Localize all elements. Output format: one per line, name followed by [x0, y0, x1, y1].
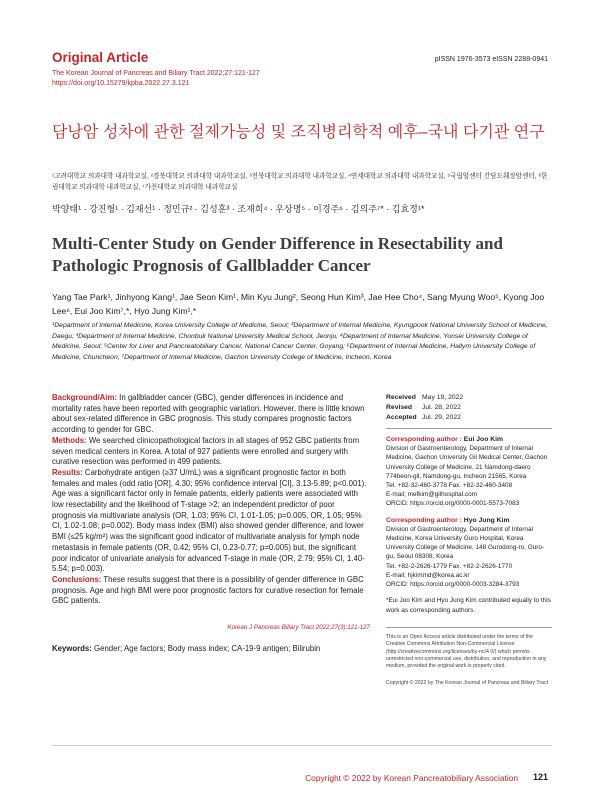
corresponding-author-1: [386, 435, 552, 509]
abstract-results: [52, 468, 370, 575]
abstract-citation: Korean J Pancreas Biliary Tract 2022;27(3):121-127: [227, 624, 370, 631]
background-text: In gallbladder cancer (GBC), gender differences in incidence and mortality rates have been reported with geographic variation. However, there is little known about sex-related difference in GBC prognosis. This study compares prognostic factors according to gender for GBC.: [52, 393, 365, 435]
corr2-tel: Tel. +82-2-2626-1779 Fax. +82-2-2626-1770: [386, 562, 513, 570]
corr1-heading: [386, 435, 552, 444]
page-number: 121: [532, 772, 548, 782]
accepted-label: Accepted: [386, 414, 417, 421]
equal-contribution-note: *Eui Joo Kim and Hyo Jung Kim contributed equally to this work as corresponding authors.: [386, 596, 552, 628]
corr2-email[interactable]: E-mail; hjkimmd@korea.ac.kr: [386, 571, 470, 579]
received-label: Received: [386, 394, 416, 401]
corr2-heading: [386, 516, 552, 525]
english-title: Multi-Center Study on Gender Difference in Resectability and Pathologic Prognosis of Gallbladder Cancer: [52, 234, 503, 275]
conclusions-label: Conclusions:: [52, 574, 102, 584]
corresponding-author-2: [386, 516, 552, 590]
revised-value: Jul. 28, 2022: [422, 404, 461, 411]
corr1-orcid[interactable]: ORCID: https://orcid.org/0000-0001-5573-7083: [386, 500, 520, 508]
received-value: May 19, 2022: [422, 394, 464, 401]
revised-label: Revised: [386, 404, 413, 411]
license-text: This is an Open Access article distributed under the terms of the Creative Commons Attribution Non-Commercial License (http://creativecommons.org/licenses/by-nc/4.0/) which permits unrestricted non-commercial use, distribution, and reproduction in any medium, provided the original work is properly cited.: [386, 634, 547, 670]
results-text: Carbohydrate antigen (≥37 U/mL) was a significant prognostic factor in both females and males (odd ratio [OR], 4.30; 95% confidence interval [CI], 3.13-5.89; p<0.001). Age was a significant factor only in female patients, elderly patients were associated with low resectability and the likelihood of T-stage >2; an independent predictor of poor prognosis via multivariate analysis (OR, 1.03; 95% CI, 1.01-1.05; p=0.005, OR, 1.05; 95% CI, 1.02-1.08; p=0.002). Body mass index (BMI) also showed gender difference, and lower BMI (≤25 kg/m²) was the significant good indicator of multivariate analysis for lymph node metastasis in female patients (OR, 0.42; 95% CI, 0.23-0.77; p=0.005) but, the significant poor indicator of univariate analysis for advanced T-stage in male (OR, 2.79; 95% CI, 1.40-5.54; p=0.003).: [52, 467, 367, 574]
korean-title: 담낭암 성차에 관한 절제가능성 및 조직병리학적 예후–국내 다기관 연구: [52, 124, 545, 141]
keywords: [52, 644, 370, 653]
abstract: [52, 393, 370, 607]
korean-authors: 박양태¹ · 강진형¹ · 김재선¹ · 정민규² · 김성훈³ · 조재희⁴ · 우상명⁵ · 이경주⁶ · 김의주⁷* · 김효정¹*: [52, 204, 425, 214]
abstract-conclusions: [52, 575, 370, 607]
corr2-orcid[interactable]: ORCID: https://orcid.org/0000-0003-3284-3793: [386, 581, 520, 589]
issn: pISSN 1976-3573 eISSN 2288-0941: [434, 56, 548, 63]
corr1-email[interactable]: E-mail; mefkim@gilhospital.com: [386, 491, 478, 499]
conclusions-text: These results suggest that there is a possibility of gender difference in GBC prognosis. Age and high BMI were poor prognostic factors for curative resection for female GBC patients.: [52, 574, 364, 606]
corr2-address: Division of Gastroenterology, Department of Internal Medicine, Korea University Guro Hospital, Korea University College of Medicine, 148 Gurodong-ro, Guro-gu, Seoul 08308, Korea: [386, 525, 545, 561]
corr2-label: Corresponding author :: [386, 516, 464, 524]
corr2-name: Hyo Jung Kim: [463, 516, 510, 524]
journal-citation: The Korean Journal of Pancreas and Biliary Tract 2022;27:121-127: [52, 70, 260, 77]
keywords-label: Keywords:: [52, 644, 92, 653]
abstract-background: [52, 393, 370, 436]
corr1-address: Division of Gastroenterology, Department of Internal Medicine, Gachon University Gil Medical Center, Gachon University College of Medicine, 21 Namdong-daero 774beon-gil, Namdong-gu, Incheon 21565, Korea: [386, 445, 548, 480]
article-type: Original Article: [52, 50, 149, 65]
doi-link[interactable]: https://doi.org/10.15279/kpba.2022.27.3.121: [52, 80, 190, 87]
methods-text: We searched clinicopathological factors in all stages of 952 GBC patients from seven medical centers in Korea. A total of 927 patients were enrolled and surgery with curative resection was performed in 499 patients.: [52, 435, 360, 467]
results-label: Results:: [52, 467, 83, 477]
methods-label: Methods:: [52, 435, 87, 445]
korean-affiliations: ¹고려대학교 의과대학 내과학교실, ²경북대학교 의과대학 내과학교실, ³전북대학교 의과대학 내과학교실, ⁴연세대학교 의과대학 내과학교실, ⁵국립암센터 간담도췌장암센터, ⁶한림대학교 의과대학 내과학교실, ⁷가천대학교 의과대학 내과학교실: [52, 173, 548, 191]
accepted-date: [386, 413, 552, 423]
received-date: [386, 393, 552, 403]
journal-copyright: Copyright © 2022 by The Korean Journal of Pancreas and Biliary Tract: [386, 679, 549, 686]
keywords-text: Gender; Age factors; Body mass index; CA-19-9 antigen; Bilirubin: [91, 644, 321, 653]
corr1-label: Corresponding author :: [386, 436, 464, 443]
abstract-methods: [52, 436, 370, 468]
article-sidebar: [386, 393, 552, 688]
corr1-name: Eui Joo Kim: [463, 436, 504, 443]
background-label: Background/Aim:: [52, 393, 117, 402]
accepted-value: Jul. 29, 2022: [422, 414, 461, 421]
english-authors: Yang Tae Park¹, Jinhyong Kang¹, Jae Seon Kim¹, Min Kyu Jung², Seong Hun Kim³, Jae Hee Cho⁴, Sang Myung Woo⁵, Kyong Joo Lee⁶, Eui Joo Kim⁷,*, Hyo Jung Kim¹,*: [52, 292, 545, 316]
revised-date: [386, 403, 552, 413]
footer-divider: [52, 745, 552, 746]
english-affiliations: ¹Department of Internal Medicine, Korea University College of Medicine, Seoul; ²Department of Internal Medicine, Kyungpook National University School of Medicine, Daegu; ³Department of Internal Medicine, Chonbuk National University Medical School, Jeonju; ⁴Department of Internal Medicine, Yonsei University College of Medicine, Seoul; ⁵Center for Liver and Pancreatobiliary Cancer, National Cancer Center, Goyang; ⁶Department of Internal Medicine, Hallym University College of Medicine, Chuncheon; ⁷Department of Internal Medicine, Gachon University College of Medicine, Incheon, Korea: [52, 322, 548, 361]
article-dates: [386, 393, 552, 429]
footer-copyright: Copyright © 2022 by Korean Pancreatobiliary Association: [305, 773, 518, 783]
corr1-tel: Tel. +82-32-460-3778 Fax. +82-32-460-3408: [386, 482, 513, 490]
